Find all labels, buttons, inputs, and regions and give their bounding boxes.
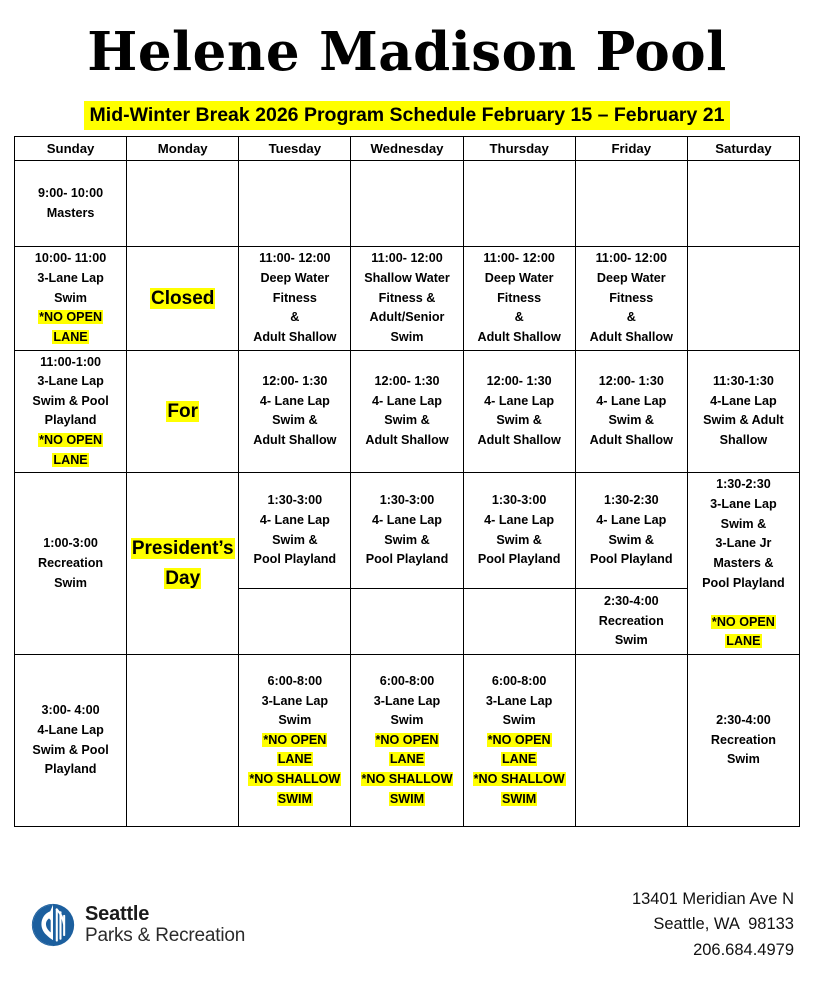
cell-text-line: 6:00-8:00 — [267, 673, 323, 688]
cell-text-line: Masters — [46, 205, 95, 220]
cell-wednesday-1100 — [351, 247, 463, 350]
cell-text-line: 3-Lane Lap — [261, 693, 329, 708]
highlighted-note: *NO OPEN — [487, 732, 551, 747]
cell-text-line: Shallow — [719, 433, 768, 448]
cell-text-line — [353, 750, 460, 770]
cell-text-line: & — [290, 310, 300, 325]
cell-text-line: Swim & — [384, 532, 430, 547]
cell-thursday-0600 — [463, 655, 575, 827]
cell-text-line: 11:00- 12:00 — [595, 251, 667, 266]
cell-text-line: Adult Shallow — [477, 329, 561, 344]
cell-text-line: Adult Shallow — [365, 433, 449, 448]
highlighted-note: SWIM — [389, 791, 425, 806]
cell-friday-empty-5 — [575, 655, 687, 827]
cell-text-line: 10:00- 11:00 — [34, 251, 107, 266]
cell-thursday-0130 — [463, 473, 575, 588]
cell-text-line: 4-Lane Lap — [37, 722, 104, 737]
cell-saturday-0130 — [687, 473, 799, 655]
cell-text-line — [241, 750, 348, 770]
cell-text-line: 1:30-2:30 — [716, 477, 771, 492]
cell-text-line: Fitness — [497, 290, 542, 305]
column-header-tuesday: Tuesday — [239, 137, 351, 161]
cell-text-line: & — [626, 310, 636, 325]
cell-text-line: Pool Playland — [589, 552, 673, 567]
cell-text-line — [466, 750, 573, 770]
cell-text-line: 11:00- 12:00 — [483, 251, 555, 266]
highlighted-note: *NO SHALLOW — [249, 772, 341, 787]
cell-text-line: 1:30-2:30 — [603, 493, 659, 508]
closed-label: Closed — [151, 287, 215, 309]
highlighted-note: *NO OPEN — [375, 732, 439, 747]
cell-text-line: Pool Playland — [477, 552, 561, 567]
cell-text-line: Swim & Adult — [703, 413, 784, 428]
cell-thursday-empty-1 — [463, 161, 575, 247]
cell-thursday-1100 — [463, 247, 575, 350]
address-phone: 206.684.4979 — [693, 940, 794, 959]
cell-text-line: Swim — [278, 713, 312, 728]
cell-text-line: Recreation — [710, 732, 776, 747]
cell-friday-1200 — [575, 350, 687, 473]
cell-text-line: Swim & Pool — [32, 742, 109, 757]
cell-text-line — [17, 328, 124, 348]
cell-text-line: 4- Lane Lap — [484, 393, 555, 408]
cell-text-line: 4- Lane Lap — [259, 393, 330, 408]
cell-monday-for — [127, 350, 239, 473]
highlighted-note: SWIM — [501, 791, 537, 806]
cell-sunday-1000 — [15, 247, 127, 350]
cell-saturday-1130 — [687, 350, 799, 473]
highlighted-note: LANE — [389, 752, 425, 767]
cell-monday-empty-5 — [127, 655, 239, 827]
cell-text-line: Pool Playland — [365, 552, 449, 567]
cell-monday-empty-1 — [127, 161, 239, 247]
cell-text-line — [241, 770, 348, 790]
cell-text-line: 11:00- 12:00 — [371, 251, 443, 266]
cell-sunday-1100 — [15, 350, 127, 473]
cell-text-line: 12:00- 1:30 — [262, 374, 328, 389]
cell-text-line: 3-Lane Lap — [37, 270, 104, 285]
cell-sunday-0100 — [15, 473, 127, 655]
cell-text-line: 4-Lane Lap — [710, 393, 777, 408]
cell-text-line: 11:30-1:30 — [712, 374, 774, 389]
cell-text-line: Swim & — [384, 413, 430, 428]
cell-text-line: & — [514, 310, 524, 325]
cell-text-line: 4- Lane Lap — [596, 512, 667, 527]
cell-text-line: Playland — [44, 762, 97, 777]
cell-saturday-empty-1 — [687, 161, 799, 247]
cell-text-line — [353, 731, 460, 751]
cell-thursday-1200 — [463, 350, 575, 473]
highlighted-note: LANE — [726, 634, 761, 649]
table-row — [15, 161, 800, 247]
table-header-row — [15, 137, 800, 161]
address-city-state-zip: Seattle, WA 98133 — [653, 915, 794, 934]
highlighted-note: LANE — [53, 452, 88, 467]
cell-text-line: Swim — [502, 713, 536, 728]
cell-text-line: Swim — [726, 752, 760, 767]
brand-text — [85, 904, 245, 945]
highlighted-note: *NO OPEN — [711, 614, 775, 629]
cell-text-line: 3-Lane Lap — [710, 497, 777, 511]
cell-text-line: Swim & — [496, 413, 542, 428]
cell-text-line: Adult Shallow — [589, 329, 673, 344]
cell-tuesday-1100 — [239, 247, 351, 350]
cell-sunday-0900 — [15, 161, 127, 247]
cell-text-line: Playland — [44, 413, 97, 428]
cell-text-line: Fitness — [272, 290, 317, 305]
cell-text-line: 3:00- 4:00 — [41, 703, 100, 718]
cell-text-line — [690, 632, 797, 652]
highlighted-note: *NO OPEN — [39, 310, 103, 325]
cell-thursday-empty-4b — [463, 588, 575, 654]
cell-text-line: 4- Lane Lap — [372, 512, 442, 527]
seattle-parks-brand — [30, 902, 245, 948]
cell-text-line: Swim & — [496, 532, 542, 547]
table-row — [15, 473, 800, 588]
facility-address — [632, 887, 794, 964]
table-row — [15, 655, 800, 827]
cell-text-line: 4- Lane Lap — [484, 512, 555, 527]
cell-text-line: 11:00- 12:00 — [259, 251, 331, 266]
cell-text-line: 6:00-8:00 — [379, 673, 435, 688]
cell-tuesday-0600 — [239, 655, 351, 827]
cell-text-line: Deep Water — [484, 270, 554, 285]
cell-friday-0130 — [575, 473, 687, 588]
cell-text-line: Swim — [54, 575, 88, 590]
cell-text-line: Adult/Senior — [369, 310, 445, 325]
cell-text-line — [353, 790, 460, 810]
brand-line-seattle: Seattle — [85, 903, 150, 926]
cell-text-line: 4- Lane Lap — [596, 393, 667, 408]
cell-text-line — [17, 451, 124, 471]
highlighted-note: *NO OPEN — [39, 433, 103, 448]
cell-text-line: Swim & Pool — [32, 393, 109, 408]
for-label: For — [167, 400, 199, 422]
cell-text-line — [466, 770, 573, 790]
column-header-wednesday: Wednesday — [351, 137, 463, 161]
cell-text-line: 12:00- 1:30 — [598, 374, 664, 389]
highlighted-note: LANE — [277, 752, 312, 767]
cell-text-line: Swim — [390, 329, 424, 344]
cell-text-line: Deep Water — [260, 270, 330, 285]
cell-text-line: 3-Lane Lap — [485, 693, 553, 708]
highlighted-note: LANE — [501, 752, 537, 767]
highlighted-note: LANE — [53, 329, 88, 344]
column-header-saturday: Saturday — [687, 137, 799, 161]
cell-tuesday-empty-4b — [239, 588, 351, 654]
cell-text-line: Swim — [54, 290, 88, 305]
cell-text-line: Pool Playland — [253, 552, 337, 567]
column-header-thursday: Thursday — [463, 137, 575, 161]
cell-text-line — [466, 790, 573, 810]
cell-wednesday-empty-1 — [351, 161, 463, 247]
cell-text-line — [690, 593, 797, 613]
brand-line-parks: Parks & Recreation — [85, 924, 246, 946]
cell-text-line — [466, 731, 573, 751]
presidents-label: President’s — [131, 538, 234, 560]
cell-text-line: Swim & — [272, 413, 318, 428]
highlighted-note: SWIM — [277, 791, 312, 806]
column-header-friday: Friday — [575, 137, 687, 161]
cell-text-line: Deep Water — [596, 270, 666, 285]
cell-text-line — [17, 431, 124, 451]
address-street: 13401 Meridian Ave N — [631, 889, 794, 908]
cell-text-line: 1:30-3:00 — [267, 493, 323, 508]
cell-text-line: 1:30-3:00 — [491, 493, 547, 508]
cell-text-line: 1:00-3:00 — [43, 536, 98, 551]
cell-text-line: 4- Lane Lap — [259, 512, 330, 527]
cell-text-line: Masters & — [713, 555, 774, 570]
cell-text-line — [17, 308, 124, 328]
cell-text-line: Adult Shallow — [589, 433, 673, 448]
schedule-table-container — [0, 136, 814, 827]
cell-saturday-empty-2 — [687, 247, 799, 350]
cell-tuesday-0130 — [239, 473, 351, 588]
page-title: Helene Madison Pool — [87, 21, 727, 83]
weekly-schedule-table — [14, 136, 800, 827]
subtitle-container — [0, 101, 814, 130]
cell-friday-0230 — [575, 588, 687, 654]
cell-monday-closed — [127, 247, 239, 350]
cell-text-line: Pool Playland — [702, 575, 785, 590]
cell-text-line: 2:30-4:00 — [603, 593, 659, 608]
page-footer — [0, 880, 814, 970]
cell-text-line: Swim — [614, 633, 648, 648]
cell-tuesday-empty-1 — [239, 161, 351, 247]
column-header-monday: Monday — [127, 137, 239, 161]
table-row — [15, 350, 800, 473]
day-label: Day — [165, 567, 201, 589]
highlighted-note: *NO OPEN — [263, 732, 327, 747]
cell-text-line — [241, 731, 348, 751]
cell-text-line: 11:00-1:00 — [40, 354, 102, 369]
cell-text-line: 4- Lane Lap — [372, 393, 442, 408]
cell-text-line: Shallow Water — [364, 270, 450, 285]
cell-text-line: Recreation — [38, 555, 104, 570]
cell-wednesday-0600 — [351, 655, 463, 827]
cell-text-line: 3-Lane Lap — [373, 693, 441, 708]
cell-wednesday-empty-4b — [351, 588, 463, 654]
cell-text-line: 2:30-4:00 — [716, 713, 771, 728]
cell-text-line: Swim & — [608, 532, 655, 547]
cell-sunday-0300 — [15, 655, 127, 827]
schedule-subtitle: Mid-Winter Break 2026 Program Schedule February 15 – February 21 — [84, 101, 731, 130]
cell-text-line: Swim — [390, 713, 424, 728]
highlighted-note: *NO SHALLOW — [473, 772, 565, 787]
cell-text-line: 1:30-3:00 — [379, 493, 435, 508]
table-row — [15, 247, 800, 350]
cell-text-line: Swim & — [608, 413, 655, 428]
cell-text-line: Fitness & — [378, 290, 436, 305]
cell-text-line: 3-Lane Lap — [37, 374, 104, 389]
cell-text-line: 12:00- 1:30 — [374, 374, 440, 389]
highlighted-note: *NO SHALLOW — [361, 772, 453, 787]
cell-text-line: Adult Shallow — [253, 433, 337, 448]
cell-monday-presidents-day — [127, 473, 239, 655]
cell-friday-empty-1 — [575, 161, 687, 247]
column-header-sunday: Sunday — [15, 137, 127, 161]
cell-saturday-0230 — [687, 655, 799, 827]
cell-text-line: Swim & — [720, 516, 767, 531]
cell-text-line: 3-Lane Jr — [715, 536, 772, 551]
cell-text-line — [241, 790, 348, 810]
cell-text-line: Swim & — [272, 532, 318, 547]
cell-text-line: 9:00- 10:00 — [38, 186, 104, 201]
cell-text-line: 12:00- 1:30 — [486, 374, 552, 389]
cell-friday-1100 — [575, 247, 687, 350]
cell-tuesday-1200 — [239, 350, 351, 473]
cell-text-line: Recreation — [598, 613, 664, 628]
cell-text-line: Fitness — [609, 290, 654, 305]
cell-text-line: Adult Shallow — [477, 433, 561, 448]
cell-text-line — [353, 770, 460, 790]
cell-text-line: Adult Shallow — [253, 329, 337, 344]
cell-wednesday-0130 — [351, 473, 463, 588]
cell-text-line: 6:00-8:00 — [491, 673, 547, 688]
cell-wednesday-1200 — [351, 350, 463, 473]
seattle-parks-logo-icon — [30, 902, 76, 948]
cell-text-line — [690, 613, 797, 633]
